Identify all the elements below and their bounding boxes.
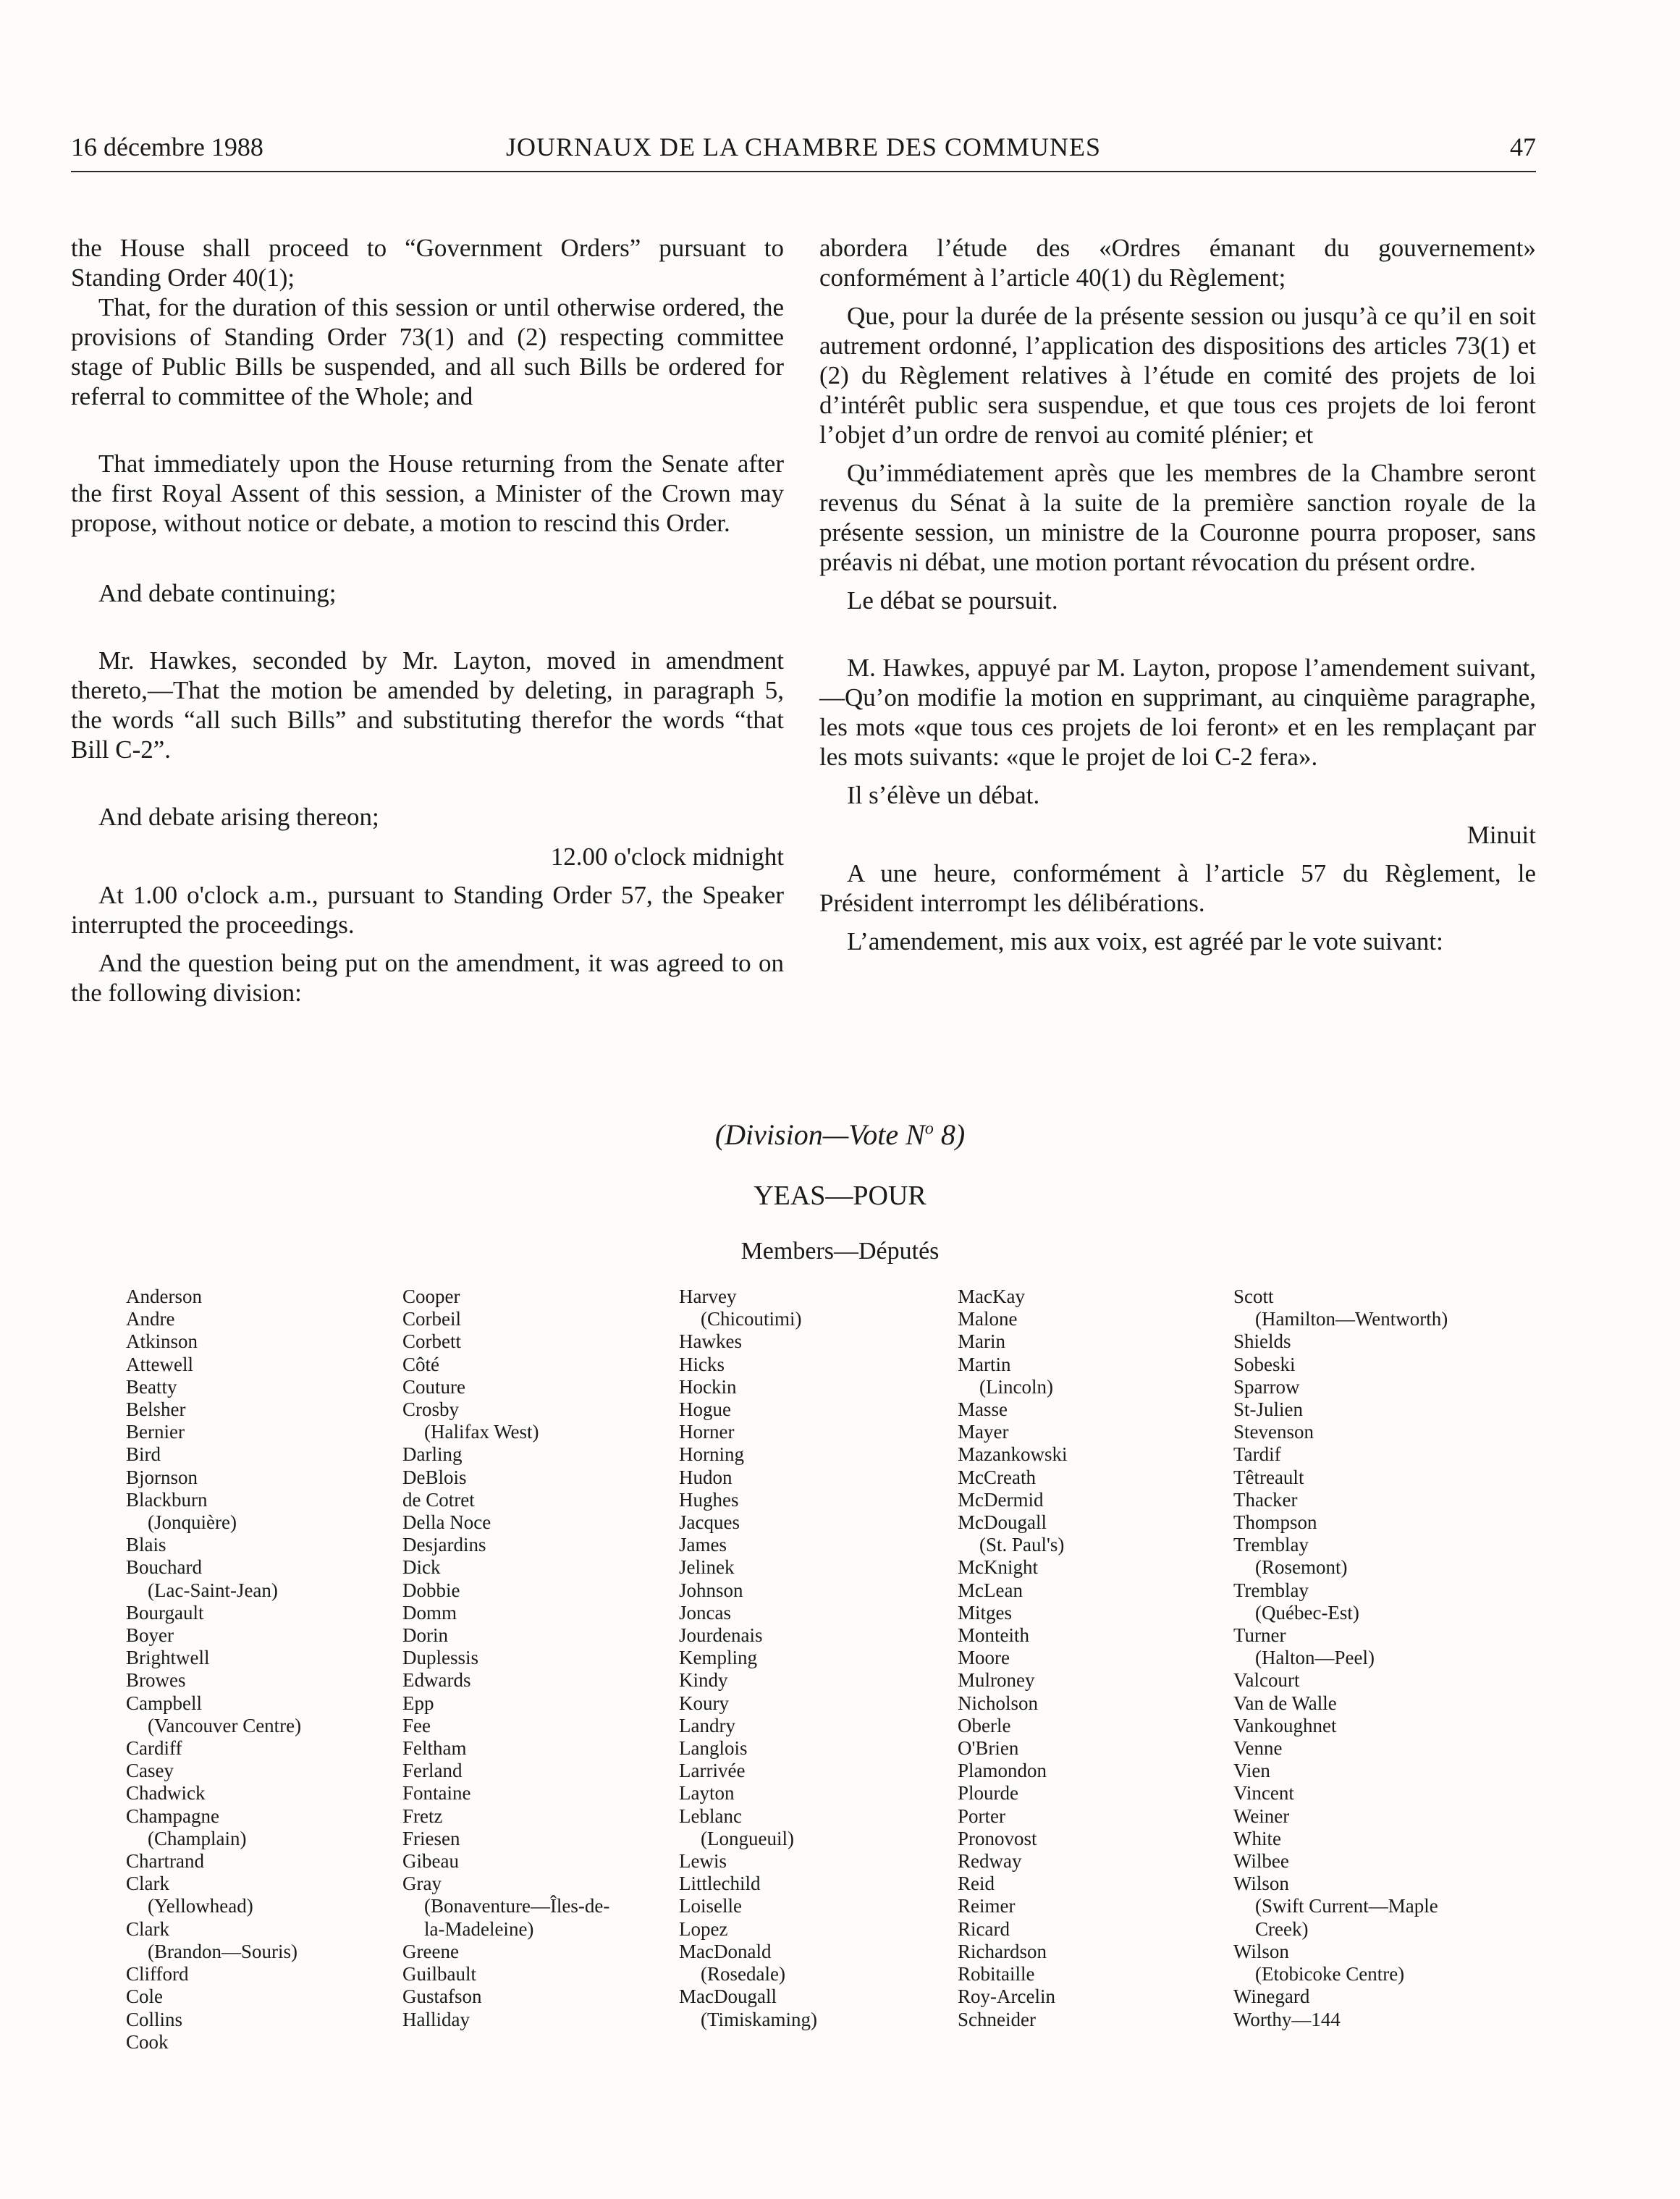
member-name: Crosby xyxy=(402,1398,460,1421)
member-name: Kempling xyxy=(679,1647,757,1669)
member-name: MacDonald xyxy=(679,1940,772,1962)
member-name: (Vancouver Centre) xyxy=(148,1714,302,1736)
division-title-b: 8) xyxy=(933,1118,966,1151)
member-name: (Lincoln) xyxy=(979,1375,1053,1398)
member-name: (Etobicoke Centre) xyxy=(1255,1963,1405,1985)
member-name: Beatty xyxy=(126,1375,177,1398)
member-name: McKnight xyxy=(958,1556,1038,1579)
french-column xyxy=(819,233,1536,956)
member-name: Shields xyxy=(1233,1330,1291,1353)
member-name: Schneider xyxy=(958,2008,1036,2030)
member-name: Horner xyxy=(679,1421,735,1443)
yeas-heading: YEAS—POUR xyxy=(754,1181,926,1211)
member-name: Stevenson xyxy=(1233,1421,1314,1443)
member-name: Oberle xyxy=(958,1714,1011,1736)
en-amendment-paragraph: Mr. Hawkes, seconded by Mr. Layton, moved in amendment thereto,—That the motion be amended by deleting, in paragraph 5, the words “all such Bills” and substituting therefor the words “that Bill C-2”. xyxy=(71,646,784,764)
member-name: Epp xyxy=(402,1692,434,1714)
member-name: Têtreault xyxy=(1233,1466,1304,1488)
division-title xyxy=(0,1118,1680,1152)
members-heading: Members—Députés xyxy=(740,1238,940,1265)
member-name: Anderson xyxy=(126,1286,202,1307)
member-name: Duplessis xyxy=(402,1647,479,1669)
member-name: O'Brien xyxy=(958,1737,1019,1760)
member-name: (Lac-Saint-Jean) xyxy=(148,1579,278,1601)
member-name: McDougall xyxy=(958,1511,1047,1534)
member-name: Clark xyxy=(126,1873,169,1895)
member-name: Dobbie xyxy=(402,1579,460,1601)
member-name: Wilson xyxy=(1233,1873,1289,1895)
member-name: Tardif xyxy=(1233,1443,1281,1466)
member-name: Martin xyxy=(958,1353,1011,1375)
member-name: Gray xyxy=(402,1873,442,1895)
member-name: Champagne xyxy=(126,1805,219,1827)
member-name: Browes xyxy=(126,1669,186,1692)
member-name: Hogue xyxy=(679,1398,731,1421)
member-name: St-Julien xyxy=(1233,1398,1304,1421)
member-name: Kindy xyxy=(679,1669,728,1692)
member-name: Chadwick xyxy=(126,1782,206,1805)
member-name: Thacker xyxy=(1233,1488,1298,1511)
member-name: Fontaine xyxy=(402,1782,471,1805)
member-name: Porter xyxy=(958,1805,1005,1827)
member-name: Andre xyxy=(126,1308,175,1330)
member-name: (Brandon—Souris) xyxy=(148,1940,297,1962)
member-name: Wilbee xyxy=(1233,1850,1289,1873)
member-name: Mulroney xyxy=(958,1669,1035,1692)
en-paragraph-division: And the question being put on the amendment, it was agreed to on the following division: xyxy=(71,949,784,1007)
member-name: (Swift Current—Maple xyxy=(1255,1895,1438,1917)
member-name: Bourgault xyxy=(126,1601,204,1624)
division-title-a: (Division—Vote N xyxy=(714,1118,925,1151)
member-name: Halliday xyxy=(402,2008,470,2030)
member-name: Masse xyxy=(958,1398,1008,1421)
member-name: Hawkes xyxy=(679,1330,742,1353)
member-name: Venne xyxy=(1233,1737,1283,1760)
member-name: Campbell xyxy=(126,1692,202,1714)
names-column-3 xyxy=(679,1286,817,2031)
member-name: Bouchard xyxy=(126,1556,202,1579)
member-name: Tremblay xyxy=(1233,1534,1309,1556)
member-name: Wilson xyxy=(1233,1940,1289,1962)
fr-debate-arising: Il s’élève un débat. xyxy=(847,781,1040,809)
member-name: Larrivée xyxy=(679,1760,746,1782)
member-name: Vankoughnet xyxy=(1233,1714,1337,1736)
member-name: Edwards xyxy=(402,1669,471,1692)
member-name: Mitges xyxy=(958,1601,1013,1624)
member-name: Thompson xyxy=(1233,1511,1317,1534)
member-name: (Bonaventure—Îles-de- xyxy=(424,1895,610,1917)
member-name: Vincent xyxy=(1233,1782,1294,1805)
member-name: Johnson xyxy=(679,1579,743,1601)
member-name: Clark xyxy=(126,1917,169,1940)
fr-paragraph-2: Que, pour la durée de la présente session ou jusqu’à ce qu’il en soit autrement ordonné, l’application des dispositions des articles 73(1) et (2) du Règlement relatives à l’étude en comité des projets de loi d’intérêt public sera suspendue, et que tous ces projets de loi feront l’objet d’un ordre de renvoi au comité plénier; et xyxy=(819,302,1536,449)
member-name: Worthy—144 xyxy=(1233,2008,1341,2030)
member-name: (Hamilton—Wentworth) xyxy=(1255,1308,1448,1330)
member-name: Attewell xyxy=(126,1353,193,1375)
member-name: Friesen xyxy=(402,1827,460,1849)
member-name: James xyxy=(679,1534,727,1556)
member-name: Landry xyxy=(679,1714,735,1736)
member-name: Dick xyxy=(402,1556,441,1579)
member-name: Cooper xyxy=(402,1286,460,1307)
member-name: Hockin xyxy=(679,1375,737,1398)
member-name: Winegard xyxy=(1233,1985,1310,2008)
member-name: (Rosemont) xyxy=(1255,1556,1348,1579)
fr-paragraph-3: Qu’immédiatement après que les membres de la Chambre seront revenus du Sénat à la suite de la première sanction royale de la présente session, un ministre de la Couronne pourra proposer, sans préavis ni débat, une motion portant révocation du présent ordre. xyxy=(819,459,1536,576)
member-name: Layton xyxy=(679,1782,735,1805)
member-name: Sparrow xyxy=(1233,1375,1300,1398)
member-name: Weiner xyxy=(1233,1805,1290,1827)
member-name: Roy-Arcelin xyxy=(958,1985,1055,2008)
member-name: (Chicoutimi) xyxy=(701,1308,802,1330)
member-name: Cook xyxy=(126,2030,169,2053)
member-name: Sobeski xyxy=(1233,1353,1296,1375)
page-number: 47 xyxy=(1510,132,1536,161)
member-name: Valcourt xyxy=(1233,1669,1300,1692)
member-name: Chartrand xyxy=(126,1850,204,1873)
names-column-5 xyxy=(1233,1286,1448,2031)
member-name: la-Madeleine) xyxy=(424,1917,534,1940)
en-paragraph-speaker: At 1.00 o'clock a.m., pursuant to Standing Order 57, the Speaker interrupted the proceedings. xyxy=(71,881,784,939)
member-name: Mayer xyxy=(958,1421,1009,1443)
header-date: 16 décembre 1988 xyxy=(71,132,263,161)
member-name: Collins xyxy=(126,2008,183,2030)
member-name: (Champlain) xyxy=(148,1827,247,1849)
fr-amendment-paragraph: M. Hawkes, appuyé par M. Layton, propose l’amendement suivant,—Qu’on modifie la motion en supprimant, au cinquième paragraphe, les mots «que tous ces projets de loi feront» et en les remplaçant par les mots suivants: «que le projet de loi C-2 fera». xyxy=(819,654,1536,771)
member-name: Reimer xyxy=(958,1895,1016,1917)
member-name: Pronovost xyxy=(958,1827,1037,1849)
en-time-midnight: 12.00 o'clock midnight xyxy=(550,843,784,871)
fr-debate-continuing: Le débat se poursuit. xyxy=(847,586,1058,615)
member-name: Hughes xyxy=(679,1488,739,1511)
member-name: Littlechild xyxy=(679,1873,761,1895)
member-name: Boyer xyxy=(126,1624,174,1647)
member-name: Van de Walle xyxy=(1233,1692,1337,1714)
member-name: (Halifax West) xyxy=(424,1421,539,1443)
member-name: Domm xyxy=(402,1601,457,1624)
member-name: Atkinson xyxy=(126,1330,198,1353)
member-name: Koury xyxy=(679,1692,729,1714)
member-name: Joncas xyxy=(679,1601,731,1624)
member-name: (Longueuil) xyxy=(701,1827,794,1849)
member-name: Lewis xyxy=(679,1850,727,1873)
member-name: Corbeil xyxy=(402,1308,461,1330)
en-debate-continuing: And debate continuing; xyxy=(98,579,337,607)
member-name: (Yellowhead) xyxy=(148,1895,253,1917)
member-name: Blais xyxy=(126,1534,166,1556)
member-name: Guilbault xyxy=(402,1963,476,1985)
member-name: Jacques xyxy=(679,1511,740,1534)
member-name: de Cotret xyxy=(402,1488,475,1511)
names-column-1 xyxy=(126,1286,301,2054)
member-name: Darling xyxy=(402,1443,463,1466)
fr-paragraph-division: L’amendement, mis aux voix, est agréé par le vote suivant: xyxy=(847,927,1443,955)
member-name: (Jonquière) xyxy=(148,1511,237,1534)
member-name: Creek) xyxy=(1255,1917,1309,1940)
member-name: Langlois xyxy=(679,1737,748,1760)
member-name: Loiselle xyxy=(679,1895,742,1917)
member-name: Turner xyxy=(1233,1624,1286,1647)
member-name: Desjardins xyxy=(402,1534,486,1556)
member-name: Hudon xyxy=(679,1466,733,1488)
member-name: Monteith xyxy=(958,1624,1029,1647)
member-name: (Timiskaming) xyxy=(701,2008,818,2030)
member-name: Horning xyxy=(679,1443,744,1466)
member-name: Harvey xyxy=(679,1286,737,1307)
member-name: Moore xyxy=(958,1647,1010,1669)
member-name: Gustafson xyxy=(402,1985,482,2008)
fr-paragraph-speaker: A une heure, conformément à l’article 57 du Règlement, le Président interrompt les délibérations. xyxy=(819,859,1536,917)
member-name: Fee xyxy=(402,1714,431,1736)
member-name: Côté xyxy=(402,1353,439,1375)
member-name: Dorin xyxy=(402,1624,448,1647)
member-name: Belsher xyxy=(126,1398,186,1421)
member-name: Plamondon xyxy=(958,1760,1047,1782)
header-title: JOURNAUX DE LA CHAMBRE DES COMMUNES xyxy=(505,132,1102,161)
member-name: Bird xyxy=(126,1443,161,1466)
member-name: Ricard xyxy=(958,1917,1010,1940)
member-name: (Québec-Est) xyxy=(1255,1601,1359,1624)
member-name: Richardson xyxy=(958,1940,1047,1962)
english-column xyxy=(71,233,784,1008)
member-name: DeBlois xyxy=(402,1466,467,1488)
member-name: Scott xyxy=(1233,1286,1274,1307)
member-name: McCreath xyxy=(958,1466,1036,1488)
member-name: MacKay xyxy=(958,1286,1025,1307)
member-name: Gibeau xyxy=(402,1850,459,1873)
member-name: Couture xyxy=(402,1375,465,1398)
fr-time-midnight: Minuit xyxy=(1466,821,1536,849)
member-name: Brightwell xyxy=(126,1647,210,1669)
member-name: White xyxy=(1233,1827,1281,1849)
member-name: Leblanc xyxy=(679,1805,742,1827)
page-header xyxy=(71,132,1536,172)
member-name: Blackburn xyxy=(126,1488,208,1511)
names-column-2 xyxy=(402,1286,609,2031)
member-name: Robitaille xyxy=(958,1963,1035,1985)
member-name: (Rosedale) xyxy=(701,1963,785,1985)
en-debate-arising: And debate arising thereon; xyxy=(98,803,379,831)
member-name: Jourdenais xyxy=(679,1624,763,1647)
member-name: Lopez xyxy=(679,1917,728,1940)
member-name: Bjornson xyxy=(126,1466,198,1488)
member-name: Bernier xyxy=(126,1421,185,1443)
member-name: Mazankowski xyxy=(958,1443,1068,1466)
member-name: McLean xyxy=(958,1579,1023,1601)
member-name: Malone xyxy=(958,1308,1018,1330)
member-name: Jelinek xyxy=(679,1556,735,1579)
names-column-4 xyxy=(958,1286,1067,2031)
member-name: Hicks xyxy=(679,1353,725,1375)
member-name: Redway xyxy=(958,1850,1022,1873)
member-name: Nicholson xyxy=(958,1692,1038,1714)
member-name: (St. Paul's) xyxy=(979,1534,1065,1556)
member-name: MacDougall xyxy=(679,1985,777,2008)
member-name: Ferland xyxy=(402,1760,463,1782)
member-name: Casey xyxy=(126,1760,174,1782)
member-name: Della Noce xyxy=(402,1511,491,1534)
en-paragraph-2: That, for the duration of this session or until otherwise ordered, the provisions of Standing Order 73(1) and (2) respecting committee stage of Public Bills be suspended, and all such Bills be ordered for referral to committee of the Whole; and xyxy=(71,293,784,410)
member-name: Corbett xyxy=(402,1330,461,1353)
member-name: Feltham xyxy=(402,1737,467,1760)
fr-paragraph-1: abordera l’étude des «Ordres émanant du gouvernement» conformément à l’article 40(1) du Règlement; xyxy=(819,234,1536,292)
member-name: Cardiff xyxy=(126,1737,182,1760)
member-name: Tremblay xyxy=(1233,1579,1309,1601)
member-name: Clifford xyxy=(126,1963,189,1985)
member-name: Plourde xyxy=(958,1782,1018,1805)
member-name: Greene xyxy=(402,1940,459,1962)
en-paragraph-3: That immediately upon the House returning from the Senate after the first Royal Assent of this session, a Minister of the Crown may propose, without notice or debate, a motion to rescind this Order. xyxy=(71,449,784,537)
member-name: Marin xyxy=(958,1330,1005,1353)
member-name: Fretz xyxy=(402,1805,443,1827)
member-name: Reid xyxy=(958,1873,995,1895)
member-name: (Halton—Peel) xyxy=(1255,1647,1375,1669)
division-title-sup: o xyxy=(924,1119,934,1139)
member-name: Vien xyxy=(1233,1760,1270,1782)
member-name: Cole xyxy=(126,1985,163,2008)
en-paragraph-1: the House shall proceed to “Government Orders” pursuant to Standing Order 40(1); xyxy=(71,234,784,292)
member-name: McDermid xyxy=(958,1488,1044,1511)
